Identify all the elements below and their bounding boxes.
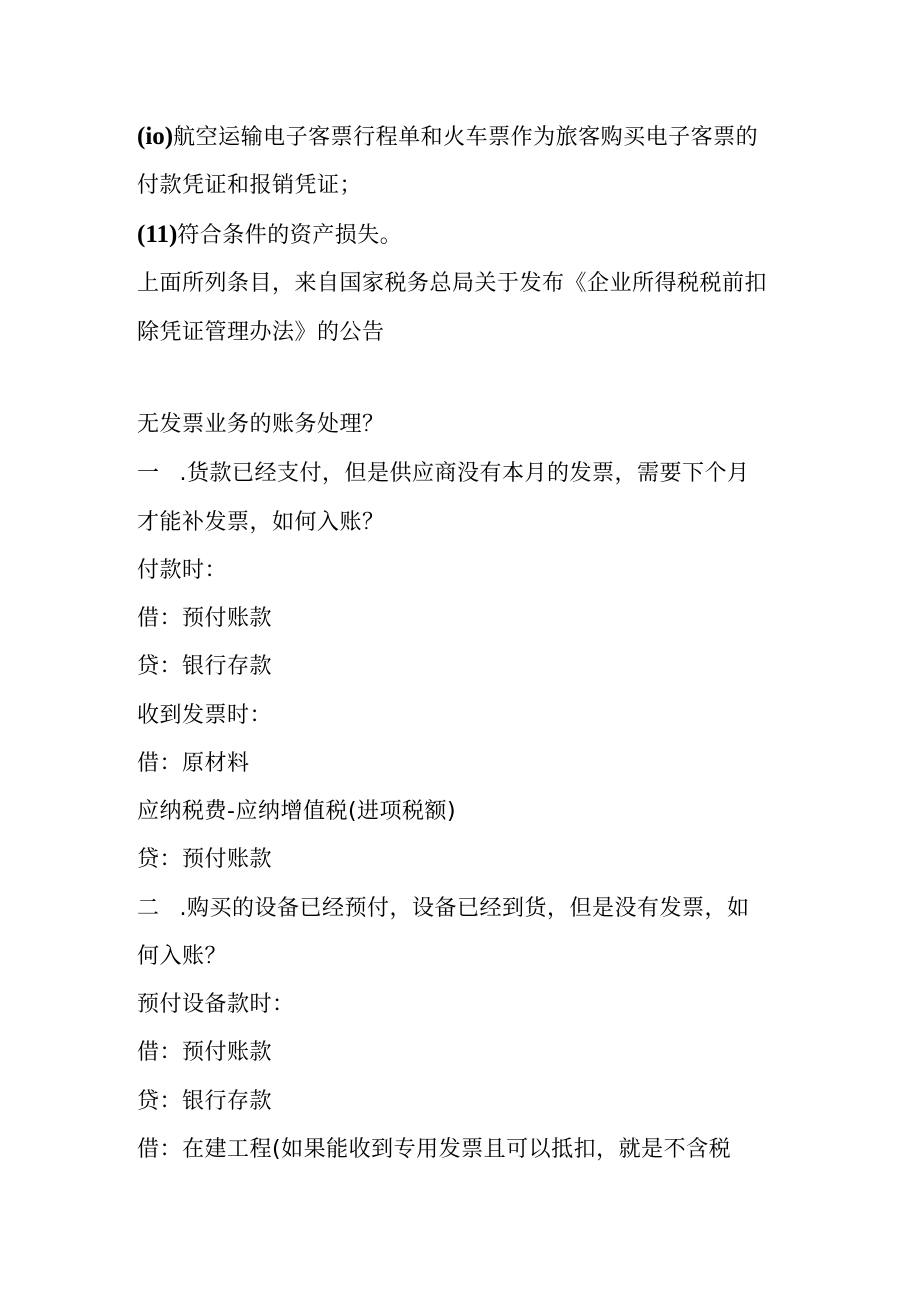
text-line [137, 990, 797, 1020]
line-text: 付款凭证和报销凭证； [137, 173, 363, 198]
question-heading [137, 459, 797, 489]
line-text: 借：预付账款 [137, 606, 273, 631]
line-text: 预付设备款时： [137, 992, 295, 1017]
text-line [137, 269, 797, 299]
line-text: 才能补发票，如何入账？ [137, 510, 385, 535]
item-number: 二 [137, 896, 160, 921]
line-text: .货款已经支付，但是供应商没有本月的发票，需要下个月 [179, 461, 750, 486]
line-text: 借：预付账款 [137, 1040, 273, 1065]
text-line [137, 652, 797, 682]
text-line [137, 1135, 797, 1165]
text-line [137, 845, 797, 875]
line-text: .购买的设备已经预付，设备已经到货，但是没有发票，如 [179, 896, 750, 921]
text-line [137, 942, 797, 972]
text-line [137, 1087, 797, 1117]
text-line [137, 122, 797, 153]
line-text: 贷：银行存款 [137, 654, 273, 679]
text-line [137, 171, 797, 201]
line-text: 付款时： [137, 558, 228, 583]
line-text: 航空运输电子客票行程单和火车票作为旅客购买电子客票的 [173, 125, 759, 150]
text-line [137, 1038, 797, 1068]
line-text: 贷：预付账款 [137, 847, 273, 872]
question-heading [137, 894, 797, 924]
line-text: 借：在建工程(如果能收到专用发票且可以抵扣，就是不含税 [137, 1137, 732, 1162]
line-text: 无发票业务的账务处理？ [137, 412, 385, 437]
text-line [137, 556, 797, 586]
text-line [137, 749, 797, 779]
line-text: 符合条件的资产损失。 [177, 223, 403, 248]
text-line [137, 508, 797, 538]
item-number: (io) [137, 123, 174, 150]
line-text: 贷：银行存款 [137, 1089, 273, 1114]
section-heading [137, 410, 797, 440]
line-text: 上面所列条目，来自国家税务总局关于发布《企业所得税税前扣 [137, 271, 768, 296]
line-text: 除凭证管理办法》的公告 [137, 320, 385, 345]
line-text: 借：原材料 [137, 751, 250, 776]
text-line [137, 220, 797, 251]
item-number: 一 [137, 461, 160, 486]
line-text: 何入账？ [137, 944, 228, 969]
text-line [137, 797, 797, 827]
text-line [137, 701, 797, 731]
line-text: 应纳税费-应纳增值税(进项税额) [137, 799, 457, 824]
line-text: 收到发票时： [137, 703, 273, 728]
text-line [137, 318, 797, 348]
text-line [137, 604, 797, 634]
item-number: (11) [137, 221, 178, 248]
